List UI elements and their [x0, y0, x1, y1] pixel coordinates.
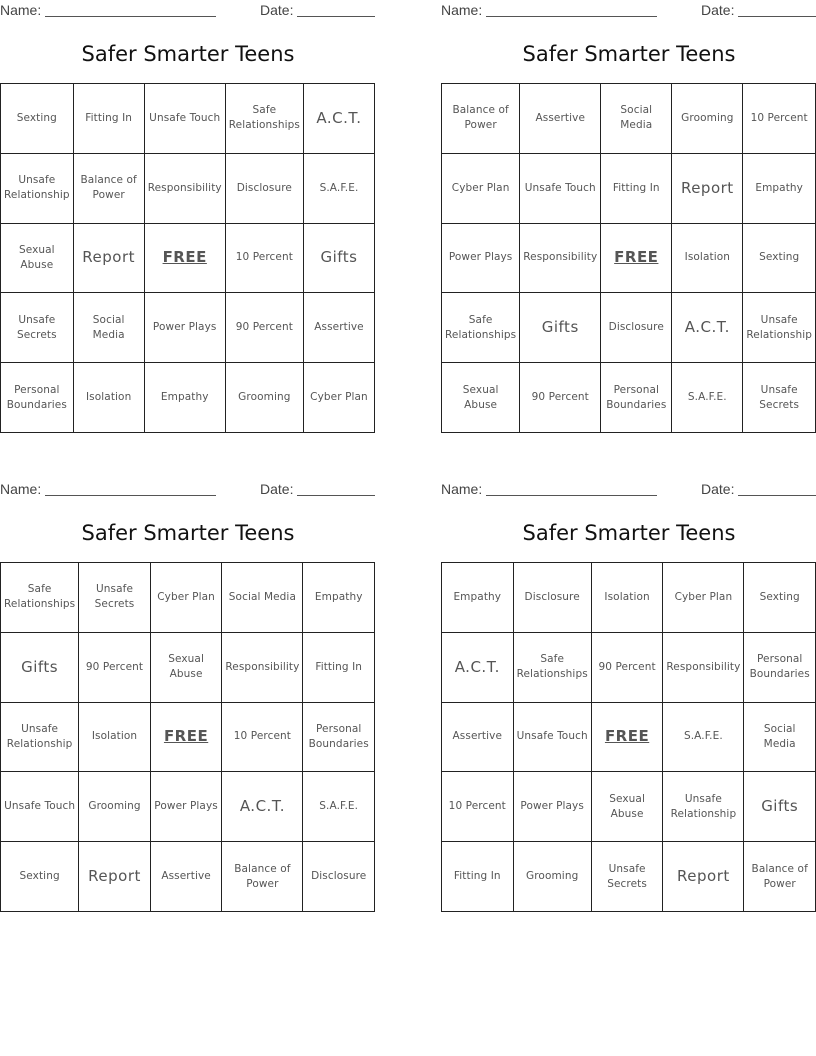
bingo-cell: Report — [663, 842, 744, 912]
bingo-cell: Assertive — [151, 842, 223, 912]
bingo-cell: Disclosure — [601, 293, 672, 363]
bingo-cell: Gifts — [304, 224, 375, 294]
name-label: Name: — [0, 2, 42, 18]
free-space-cell: FREE — [601, 224, 672, 294]
bingo-cell: 10 Percent — [222, 703, 303, 773]
bingo-card — [0, 0, 376, 434]
bingo-cell: Cyber Plan — [663, 563, 744, 633]
bingo-cell: Sexting — [1, 84, 74, 154]
bingo-cell: S.A.F.E. — [303, 772, 375, 842]
bingo-cell: Sexting — [744, 563, 816, 633]
bingo-cell: Unsafe Touch — [514, 703, 592, 773]
date-field[interactable] — [738, 495, 816, 496]
name-date-header — [0, 0, 376, 20]
bingo-cell: Balance of Power — [442, 84, 520, 154]
bingo-cell: Safe Relationships — [226, 84, 304, 154]
bingo-cell: Empathy — [442, 563, 514, 633]
bingo-cell: Assertive — [442, 703, 514, 773]
bingo-cell: Disclosure — [303, 842, 375, 912]
name-field[interactable] — [486, 16, 657, 17]
date-label: Date: — [701, 481, 735, 497]
bingo-cell: Power Plays — [442, 224, 520, 294]
bingo-cell: Personal Boundaries — [601, 363, 672, 433]
bingo-cell: Unsafe Secrets — [743, 363, 816, 433]
bingo-cell: Cyber Plan — [442, 154, 520, 224]
bingo-cell: Empathy — [145, 363, 226, 433]
bingo-cell: Grooming — [79, 772, 151, 842]
bingo-cell: 90 Percent — [520, 363, 601, 433]
name-field[interactable] — [45, 495, 216, 496]
bingo-cell: Social Media — [74, 293, 145, 363]
name-date-header — [441, 479, 816, 499]
bingo-cell: Power Plays — [145, 293, 226, 363]
bingo-cell: Unsafe Relationship — [743, 293, 816, 363]
bingo-grid — [0, 562, 375, 912]
bingo-cell: Fitting In — [303, 633, 375, 703]
date-field[interactable] — [297, 495, 375, 496]
bingo-cell: 10 Percent — [743, 84, 816, 154]
name-label: Name: — [0, 481, 42, 497]
bingo-cell: Power Plays — [514, 772, 592, 842]
card-title: Safer Smarter Teens — [81, 42, 295, 66]
bingo-cell: Responsibility — [222, 633, 303, 703]
bingo-cell: Social Media — [601, 84, 672, 154]
bingo-cell: Safe Relationships — [514, 633, 592, 703]
bingo-cell: Isolation — [592, 563, 664, 633]
bingo-cell: Cyber Plan — [151, 563, 223, 633]
bingo-grid — [0, 83, 375, 433]
bingo-cell: Personal Boundaries — [303, 703, 375, 773]
bingo-cell: Unsafe Secrets — [592, 842, 664, 912]
bingo-cell: Responsibility — [145, 154, 226, 224]
bingo-cell: Disclosure — [514, 563, 592, 633]
free-space-cell: FREE — [145, 224, 226, 294]
card-title: Safer Smarter Teens — [81, 521, 295, 545]
bingo-cell: S.A.F.E. — [304, 154, 375, 224]
bingo-cell: Social Media — [744, 703, 816, 773]
bingo-cell: Report — [79, 842, 151, 912]
date-label: Date: — [701, 2, 735, 18]
bingo-cell: Sexting — [743, 224, 816, 294]
bingo-cell: Gifts — [744, 772, 816, 842]
bingo-cell: Isolation — [672, 224, 743, 294]
bingo-cell: 10 Percent — [226, 224, 304, 294]
bingo-card — [0, 479, 376, 913]
bingo-cell: Personal Boundaries — [744, 633, 816, 703]
bingo-cell: Grooming — [226, 363, 304, 433]
bingo-cell: Unsafe Secrets — [1, 293, 74, 363]
bingo-cell: 90 Percent — [79, 633, 151, 703]
bingo-cell: A.C.T. — [222, 772, 303, 842]
date-label: Date: — [260, 2, 294, 18]
bingo-cell: A.C.T. — [304, 84, 375, 154]
bingo-cell: Isolation — [79, 703, 151, 773]
bingo-cell: Report — [74, 224, 145, 294]
bingo-cell: Unsafe Touch — [1, 772, 79, 842]
bingo-cell: Assertive — [304, 293, 375, 363]
bingo-cell: Unsafe Touch — [520, 154, 601, 224]
bingo-cell: Safe Relationships — [442, 293, 520, 363]
bingo-cell: Unsafe Secrets — [79, 563, 151, 633]
free-space-cell: FREE — [151, 703, 223, 773]
bingo-cell: Report — [672, 154, 743, 224]
bingo-cell: Balance of Power — [222, 842, 303, 912]
name-field[interactable] — [45, 16, 216, 17]
name-field[interactable] — [486, 495, 657, 496]
bingo-cell: Social Media — [222, 563, 303, 633]
bingo-cell: Responsibility — [520, 224, 601, 294]
bingo-cell: Fitting In — [601, 154, 672, 224]
bingo-cell: Unsafe Relationship — [663, 772, 744, 842]
bingo-cell: Sexual Abuse — [592, 772, 664, 842]
bingo-card — [441, 479, 816, 913]
bingo-cell: Isolation — [74, 363, 145, 433]
bingo-cell: Sexting — [1, 842, 79, 912]
bingo-cell: Empathy — [303, 563, 375, 633]
card-title: Safer Smarter Teens — [522, 42, 736, 66]
bingo-cell: Sexual Abuse — [1, 224, 74, 294]
name-date-header — [0, 479, 376, 499]
bingo-cell: Power Plays — [151, 772, 223, 842]
bingo-cell: Cyber Plan — [304, 363, 375, 433]
bingo-cell: Unsafe Relationship — [1, 154, 74, 224]
date-field[interactable] — [738, 16, 816, 17]
bingo-cell: A.C.T. — [672, 293, 743, 363]
bingo-cell: Sexual Abuse — [442, 363, 520, 433]
bingo-cell: Balance of Power — [744, 842, 816, 912]
bingo-cell: Fitting In — [74, 84, 145, 154]
bingo-cell: Sexual Abuse — [151, 633, 223, 703]
bingo-cell: Empathy — [743, 154, 816, 224]
bingo-cell: 90 Percent — [592, 633, 664, 703]
free-space-cell: FREE — [592, 703, 664, 773]
bingo-cell: A.C.T. — [442, 633, 514, 703]
bingo-cell: Fitting In — [442, 842, 514, 912]
name-date-header — [441, 0, 816, 20]
bingo-cell: Safe Relationships — [1, 563, 79, 633]
bingo-grid — [441, 562, 816, 912]
bingo-card — [441, 0, 816, 434]
date-field[interactable] — [297, 16, 375, 17]
bingo-cell: Disclosure — [226, 154, 304, 224]
bingo-cell: Assertive — [520, 84, 601, 154]
bingo-cell: S.A.F.E. — [663, 703, 744, 773]
bingo-cell: Grooming — [514, 842, 592, 912]
name-label: Name: — [441, 481, 483, 497]
bingo-cell: Personal Boundaries — [1, 363, 74, 433]
bingo-cell: 10 Percent — [442, 772, 514, 842]
bingo-cell: Responsibility — [663, 633, 744, 703]
card-title: Safer Smarter Teens — [522, 521, 736, 545]
bingo-cell: Unsafe Touch — [145, 84, 226, 154]
bingo-cell: Grooming — [672, 84, 743, 154]
bingo-grid — [441, 83, 816, 433]
bingo-cell: Balance of Power — [74, 154, 145, 224]
name-label: Name: — [441, 2, 483, 18]
date-label: Date: — [260, 481, 294, 497]
bingo-cell: S.A.F.E. — [672, 363, 743, 433]
bingo-cell: Gifts — [520, 293, 601, 363]
bingo-cell: Unsafe Relationship — [1, 703, 79, 773]
bingo-cell: Gifts — [1, 633, 79, 703]
bingo-cell: 90 Percent — [226, 293, 304, 363]
